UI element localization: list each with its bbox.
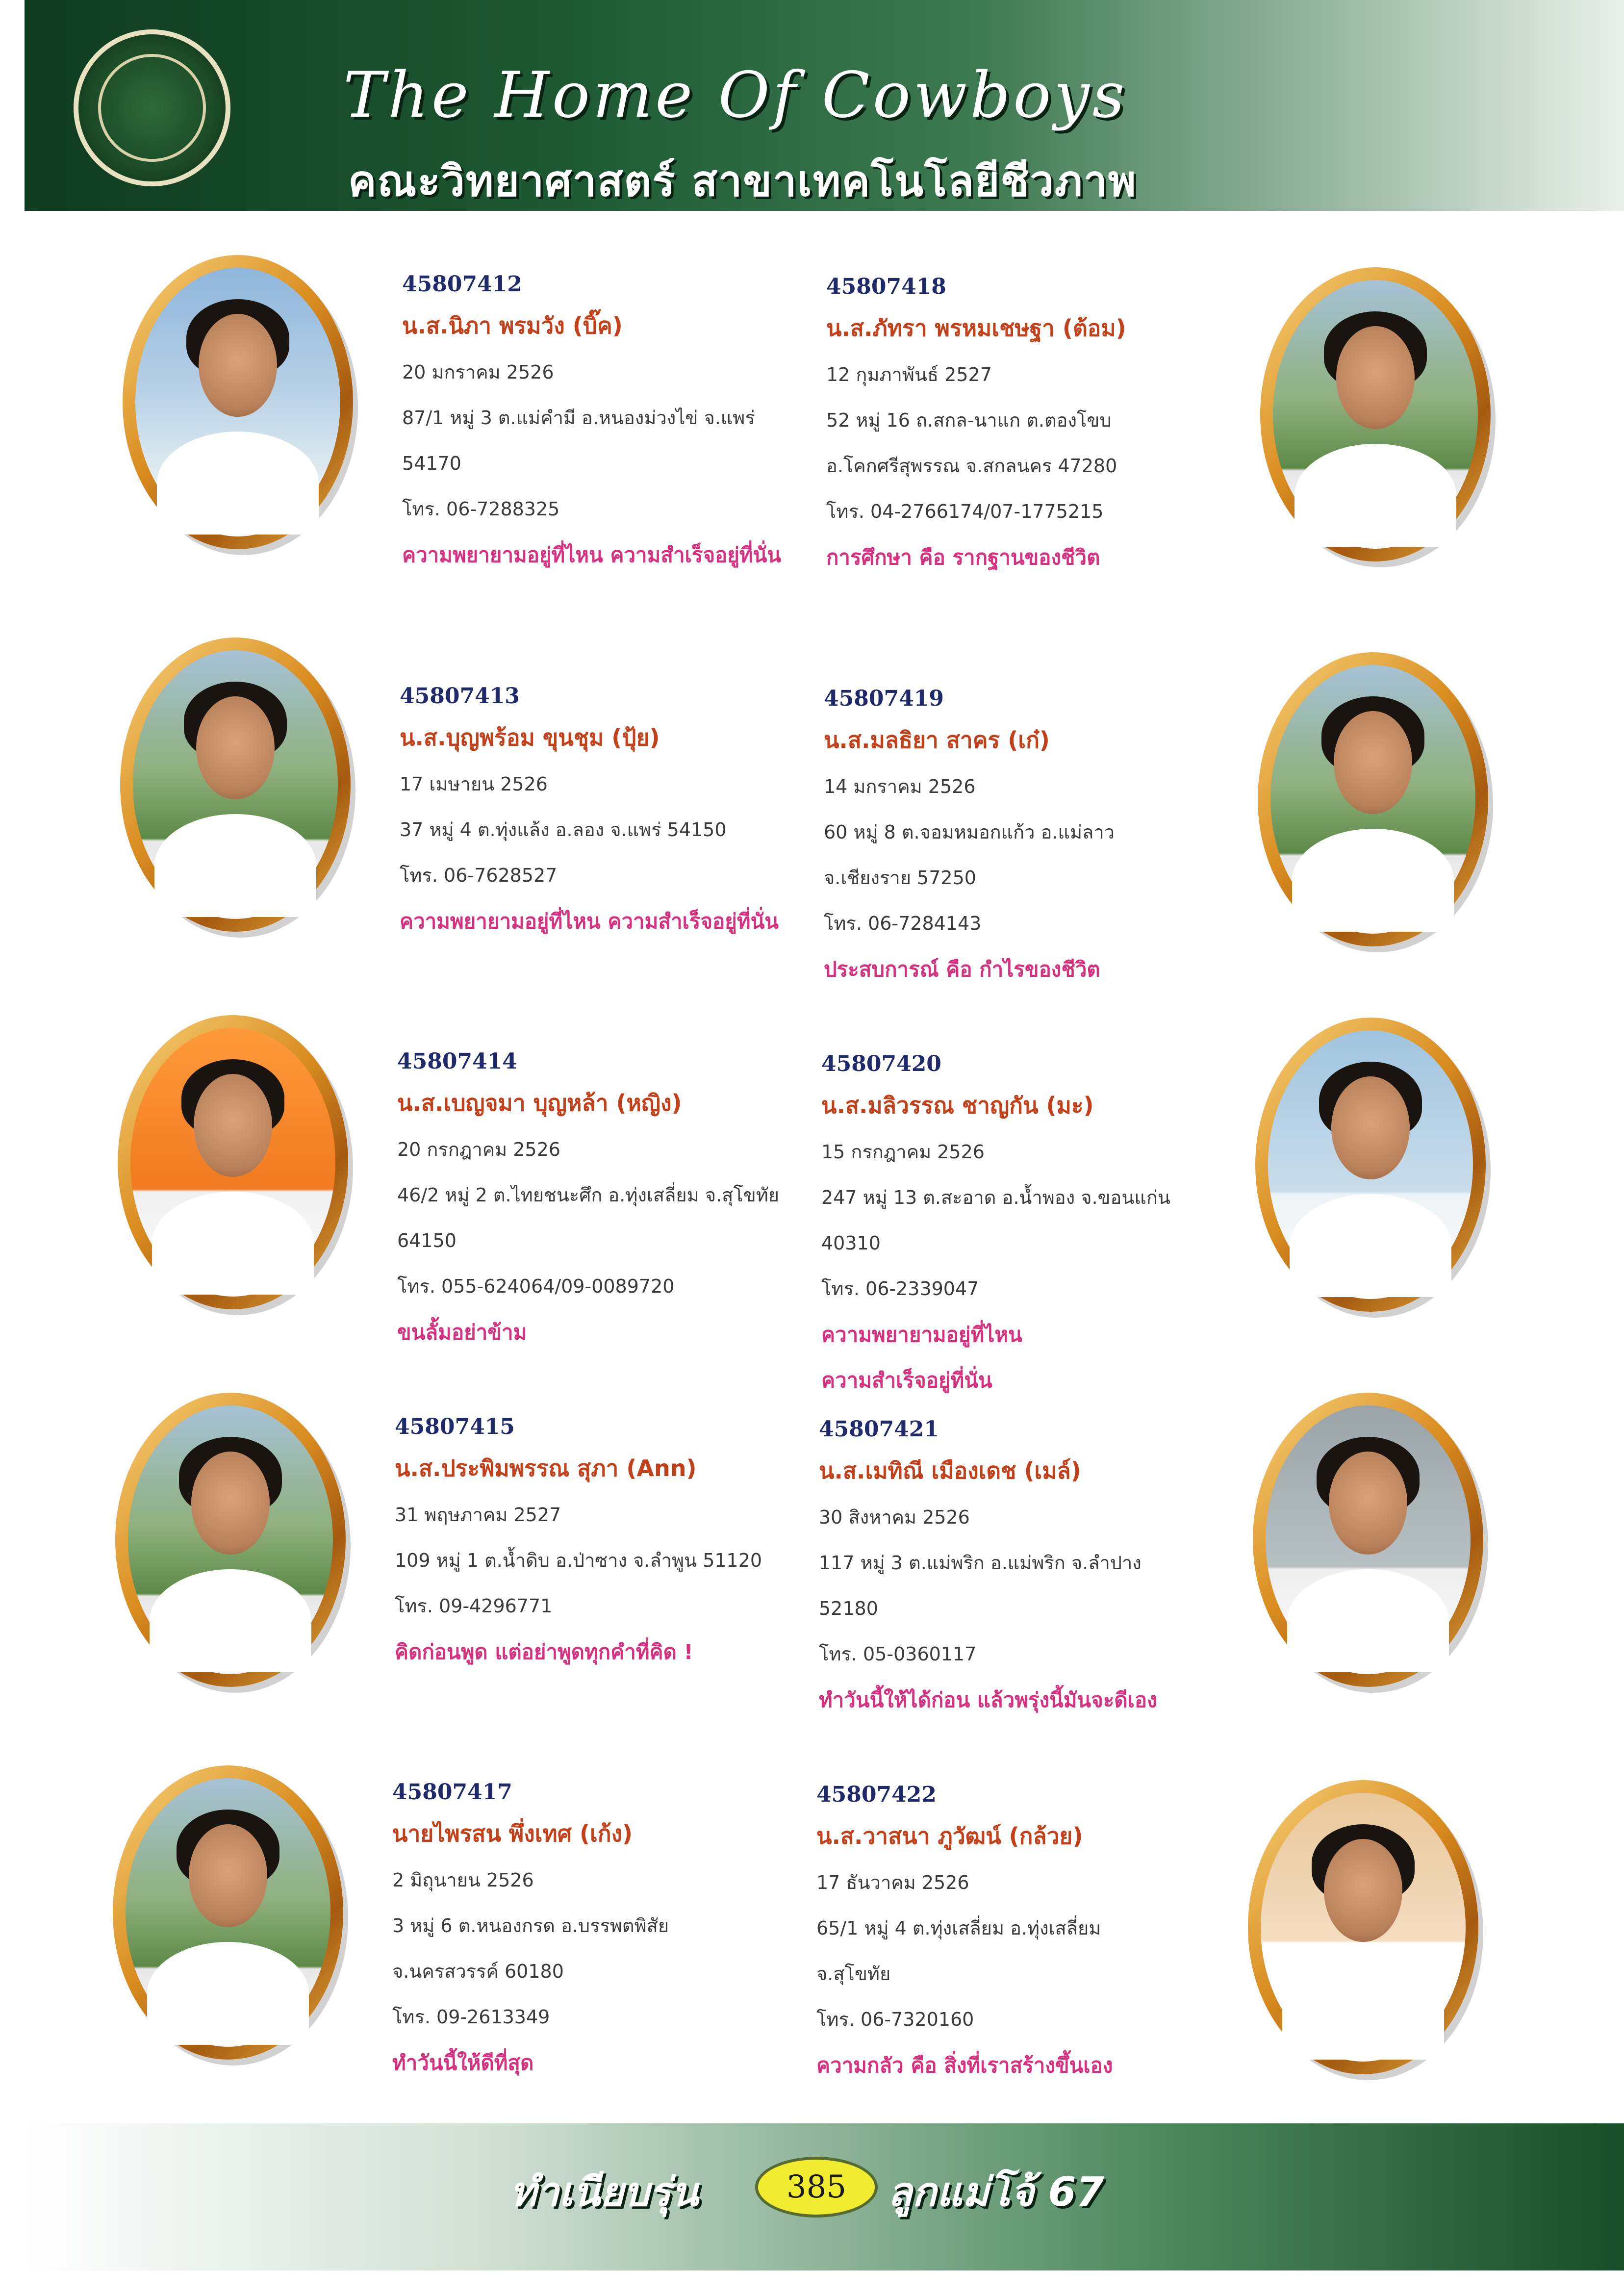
student-address: 37 หมู่ 4 ต.ทุ่งแล้ง อ.ลอง จ.แพร่ 54150 [400,819,727,841]
student-photo [118,1015,348,1309]
student-entry [400,679,821,944]
student-address: 87/1 หมู่ 3 ต.แม่คำมี อ.หนองม่วงไข่ จ.แพร่ [402,407,755,429]
student-motto: การศึกษา คือ รากฐานของชีวิต [826,545,1100,569]
page-subtitle: คณะวิทยาศาสตร์ สาขาเทคโนโลยีชีวภาพ [348,157,1137,206]
student-id: 45807422 [816,1782,937,1807]
footer-title: ทำเนียบรุ่น [510,2169,699,2216]
student-phone: โทร. 06-7628527 [400,865,558,886]
student-address: 109 หมู่ 1 ต.น้ำดิบ อ.ป่าซาง จ.ลำพูน 51120 [395,1550,762,1571]
student-address: 247 หมู่ 13 ต.สะอาด อ.น้ำพอง จ.ขอนแก่น [821,1187,1170,1208]
student-motto: ความกลัว คือ สิ่งที่เราสร้างขึ้นเอง [816,2053,1113,2077]
student-entry [821,1047,1243,1403]
student-motto: ทำวันนี้ให้ได้ก่อน แล้วพรุ่งนี้มันจะดีเอง [819,1688,1157,1712]
student-entry [397,1045,819,1355]
student-name: น.ส.บุญพร้อม ขุนชุม (ปุ้ย) [400,724,660,751]
student-entry [392,1775,814,2086]
student-phone: โทร. 06-7288325 [402,498,560,520]
student-address: จ.นครสวรรค์ 60180 [392,1961,564,1982]
student-name: น.ส.เมทิณี เมืองเดช (เมล์) [819,1457,1081,1484]
student-photo [113,1765,343,2060]
student-motto: ความพยายามอยู่ที่ไหน ความสำเร็จอยู่ที่นั่น [402,543,782,567]
student-name: น.ส.มลธิยา สาคร (เก๋) [824,727,1050,753]
student-photo [115,1393,346,1687]
student-address: 64150 [397,1230,457,1251]
student-name: น.ส.ภัทรา พรหมเชษฐา (ต้อม) [826,315,1126,341]
student-birthdate: 12 กุมภาพันธ์ 2527 [826,364,992,385]
student-id: 45807413 [400,684,520,709]
student-address: 65/1 หมู่ 4 ต.ทุ่งเสลี่ยม อ.ทุ่งเสลี่ยม [816,1917,1101,1939]
university-seal-logo [74,29,230,186]
student-id: 45807412 [402,272,522,297]
page-title: The Home Of Cowboys [343,59,1128,132]
student-phone: โทร. 055-624064/09-0089720 [397,1275,675,1297]
student-phone: โทร. 06-7284143 [824,913,982,934]
student-name: นายไพรสน พึ่งเทศ (เก้ง) [392,1820,633,1847]
student-motto: ความสำเร็จอยู่ที่นั่น [821,1368,992,1392]
student-photo [1248,1780,1478,2074]
student-motto: ความพยายามอยู่ที่ไหน ความสำเร็จอยู่ที่นั่น [400,909,779,933]
student-photo [120,638,351,932]
student-id: 45807420 [821,1051,941,1076]
student-id: 45807414 [397,1049,517,1074]
student-name: น.ส.มลิวรรณ ชาญกัน (มะ) [821,1092,1094,1119]
student-birthdate: 17 ธันวาคม 2526 [816,1872,969,1893]
student-id: 45807421 [819,1417,939,1442]
student-birthdate: 2 มิถุนายน 2526 [392,1869,534,1891]
student-phone: โทร. 09-2613349 [392,2006,550,2028]
student-photo [1260,267,1491,561]
student-address: อ.โคกศรีสุพรรณ จ.สกลนคร 47280 [826,455,1117,477]
student-address: 3 หมู่ 6 ต.หนองกรด อ.บรรพตพิสัย [392,1915,669,1937]
student-address: 52 หมู่ 16 ถ.สกล-นาแก ต.ตองโขบ [826,409,1112,431]
student-motto: ทำวันนี้ให้ดีที่สุด [392,2051,534,2075]
student-photo [123,255,353,549]
student-id: 45807419 [824,686,944,711]
student-motto: ประสบการณ์ คือ กำไรของชีวิต [824,957,1100,981]
student-name: น.ส.ประพิมพรรณ สุภา (Ann) [395,1455,697,1481]
student-birthdate: 14 มกราคม 2526 [824,776,976,797]
student-entry [816,1778,1238,2088]
student-birthdate: 15 กรกฎาคม 2526 [821,1141,985,1163]
student-address: 46/2 หมู่ 2 ต.ไทยชนะศึก อ.ทุ่งเสลี่ยม จ.สุโขทัย [397,1184,780,1206]
student-id: 45807415 [395,1414,515,1439]
student-entry [824,682,1245,992]
student-birthdate: 31 พฤษภาคม 2527 [395,1504,561,1526]
student-address: 40310 [821,1232,881,1254]
student-entry [819,1412,1241,1723]
student-phone: โทร. 09-4296771 [395,1595,553,1617]
student-address: 52180 [819,1598,878,1619]
student-phone: โทร. 05-0360117 [819,1643,977,1665]
student-birthdate: 20 มกราคม 2526 [402,361,554,383]
student-entry [826,270,1248,580]
student-motto: ความพยายามอยู่ที่ไหน [821,1323,1022,1347]
student-phone: โทร. 04-2766174/07-1775215 [826,501,1104,522]
student-photo [1258,652,1488,946]
student-name: น.ส.นิภา พรมวัง (บิ๊ค) [402,312,623,339]
footer-subtitle: ลูกแม่โจ้ 67 [888,2169,1104,2216]
student-address: 117 หมู่ 3 ต.แม่พริก อ.แม่พริก จ.ลำปาง [819,1552,1142,1574]
student-phone: โทร. 06-7320160 [816,2009,974,2030]
student-entry [402,267,824,578]
student-motto: คิดก่อนพูด แต่อย่าพูดทุกคำที่คิด ! [395,1640,693,1664]
student-address: จ.เชียงราย 57250 [824,867,976,889]
student-motto: ขนลั้มอย่าข้าม [397,1320,527,1344]
student-birthdate: 30 สิงหาคม 2526 [819,1506,970,1528]
student-photo [1253,1393,1483,1687]
student-birthdate: 20 กรกฎาคม 2526 [397,1139,560,1160]
student-name: น.ส.วาสนา ภูวัฒน์ (กล้วย) [816,1823,1083,1849]
student-id: 45807417 [392,1780,512,1805]
page-number-badge: 385 [755,2157,878,2218]
student-name: น.ส.เบญจมา บุญหล้า (หญิง) [397,1090,682,1116]
student-entry [395,1410,816,1675]
student-address: จ.สุโขทัย [816,1963,891,1985]
student-address: 54170 [402,453,461,474]
student-address: 60 หมู่ 8 ต.จอมหมอกแก้ว อ.แม่ลาว [824,821,1115,843]
student-id: 45807418 [826,274,946,299]
student-phone: โทร. 06-2339047 [821,1278,979,1300]
student-birthdate: 17 เมษายน 2526 [400,773,548,795]
student-photo [1255,1018,1486,1312]
